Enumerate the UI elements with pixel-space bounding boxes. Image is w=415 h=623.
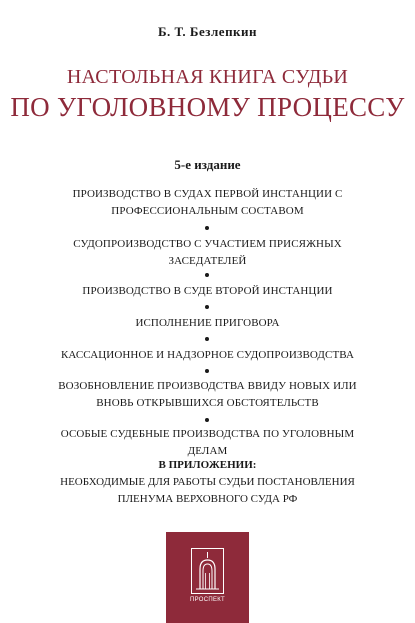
bullet-dot [205, 418, 209, 422]
bullet-dot [205, 273, 209, 277]
publisher-name: ПРОСПЕКТ [189, 597, 226, 603]
building-arch-graphic [192, 549, 223, 593]
topic-item: ИСПОЛНЕНИЕ ПРИГОВОРА [135, 317, 280, 329]
author: Б. Т. Безлепкин [157, 24, 258, 39]
appendix-heading: В ПРИЛОЖЕНИИ: [158, 459, 257, 471]
edition: 5-е издание [174, 157, 241, 172]
title-line-1: НАСТОЛЬНАЯ КНИГА СУДЬИ [66, 66, 349, 88]
building-arch-icon [191, 548, 224, 594]
topic-item: СУДОПРОИЗВОДСТВО С УЧАСТИЕМ ПРИСЯЖНЫХ ЗАСЕДАТЕЛЕЙ [73, 238, 342, 267]
bullet-dot [205, 305, 209, 309]
topic-item: ПРОИЗВОДСТВО В СУДАХ ПЕРВОЙ ИНСТАНЦИИ С ПРОФЕССИОНАЛЬНЫМ СОСТАВОМ [72, 188, 343, 217]
publisher-logo [166, 532, 249, 623]
title-line-2: ПО УГОЛОВНОМУ ПРОЦЕССУ [10, 92, 405, 122]
appendix-text: НЕОБХОДИМЫЕ ДЛЯ РАБОТЫ СУДЬИ ПОСТАНОВЛЕНИЯ ПЛЕНУМА ВЕРХОВНОГО СУДА РФ [60, 476, 355, 505]
topic-item: КАССАЦИОННОЕ И НАДЗОРНОЕ СУДОПРОИЗВОДСТВА [60, 349, 355, 361]
topic-item: ОСОБЫЕ СУДЕБНЫЕ ПРОИЗВОДСТВА ПО УГОЛОВНЫМ ДЕЛАМ [60, 428, 355, 457]
bullet-dot [205, 226, 209, 230]
topic-item: ПРОИЗВОДСТВО В СУДЕ ВТОРОЙ ИНСТАНЦИИ [82, 285, 333, 297]
topic-item: ВОЗОБНОВЛЕНИЕ ПРОИЗВОДСТВА ВВИДУ НОВЫХ ИЛИ ВНОВЬ ОТКРЫВШИХСЯ ОБСТОЯТЕЛЬСТВ [58, 380, 357, 409]
bullet-dot [205, 337, 209, 341]
bullet-dot [205, 369, 209, 373]
